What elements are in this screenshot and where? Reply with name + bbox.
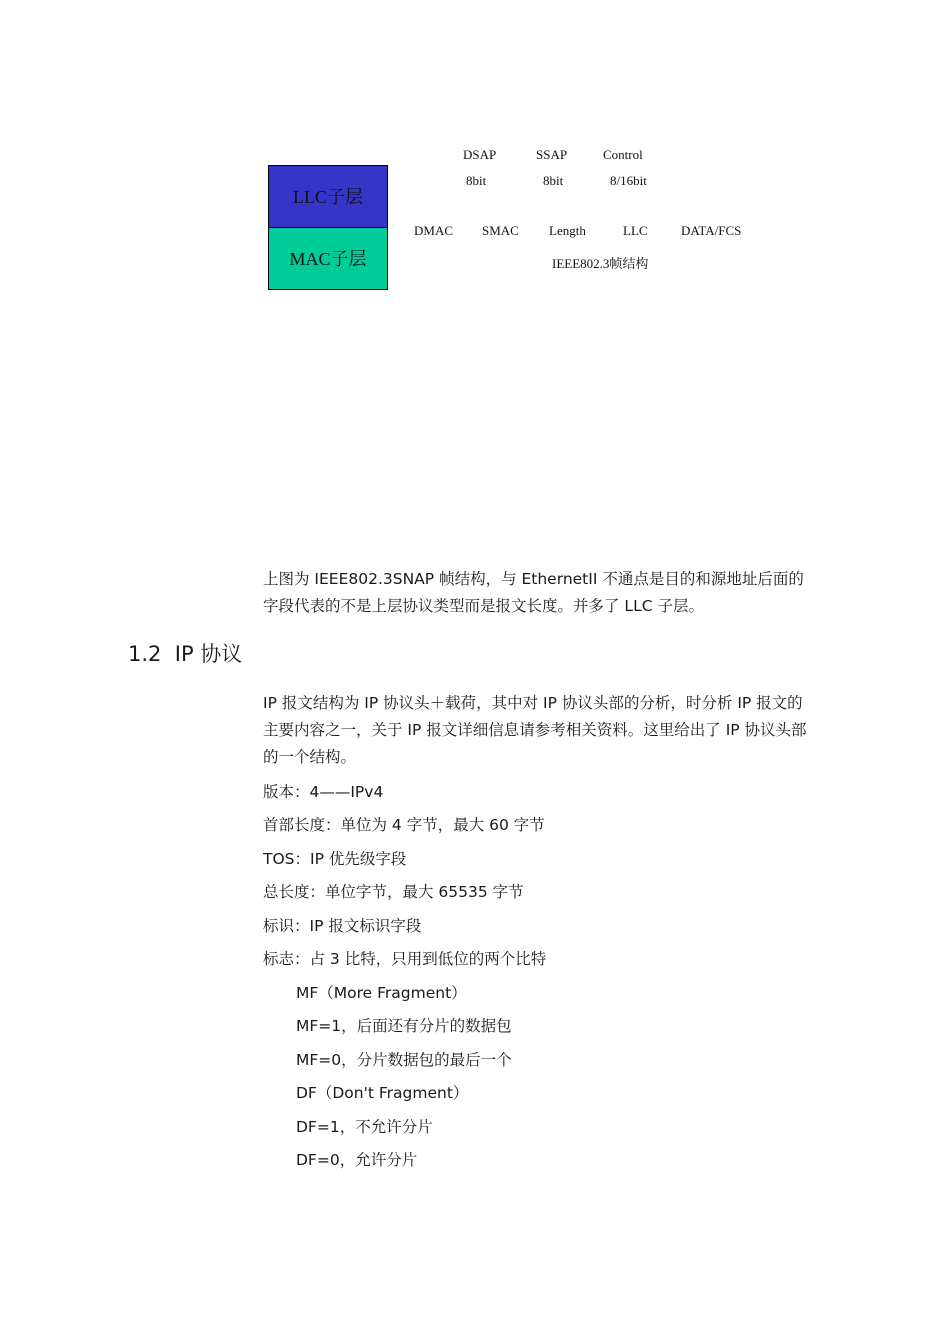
frame-field-length: Length [549,223,586,238]
llc-field-control-size: 8/16bit [610,173,647,188]
field-line-header-length: 首部长度：单位为 4 字节，最大 60 字节 [263,816,545,834]
field-line-total-length: 总长度：单位字节，最大 65535 字节 [263,883,524,901]
llc-field-ssap: SSAP [536,147,568,162]
frame-field-smac: SMAC [482,223,519,238]
flag-line-df: DF（Don't Fragment） [296,1084,469,1102]
llc-layer-box: LLC子层 [269,166,387,228]
layer-stack-diagram [268,165,388,290]
section-number: 1.2 [128,642,162,666]
section-heading [128,638,242,668]
section-title: IP 协议 [174,642,243,666]
frame-field-dmac: DMAC [414,223,454,238]
llc-field-dsap-size: 8bit [466,173,487,188]
field-line-version: 版本：4——IPv4 [263,783,384,801]
field-line-tos: TOS：IP 优先级字段 [263,850,407,868]
flag-line-mf0: MF=0，分片数据包的最后一个 [296,1051,512,1069]
flag-line-df1: DF=1，不允许分片 [296,1118,433,1136]
flag-line-df0: DF=0，允许分片 [296,1151,418,1169]
frame-field-llc: LLC [623,223,648,238]
frame-field-data-fcs: DATA/FCS [681,223,742,238]
llc-field-control: Control [603,147,643,162]
field-line-flags: 标志：占 3 比特，只用到低位的两个比特 [263,950,547,968]
field-line-identification: 标识：IP 报文标识字段 [263,917,422,935]
flag-line-mf1: MF=1，后面还有分片的数据包 [296,1017,512,1035]
llc-field-dsap: DSAP [463,147,497,162]
mac-layer-box: MAC子层 [269,228,387,290]
flag-line-mf: MF（More Fragment） [296,984,467,1002]
section-paragraph: IP 报文结构为 IP 协议头＋载荷，其中对 IP 协议头部的分析，时分析 IP 报文的主要内容之一，关于 IP 报文详细信息请参考相关资料。这里给出了 IP 协议头部的一个结构。 [263,694,807,766]
frame-caption: IEEE802.3帧结构 [552,256,649,271]
intro-paragraph: 上图为 IEEE802.3SNAP 帧结构，与 EthernetII 不通点是目的和源地址后面的字段代表的不是上层协议类型而是报文长度。并多了 LLC 子层。 [263,570,804,615]
llc-field-ssap-size: 8bit [543,173,564,188]
